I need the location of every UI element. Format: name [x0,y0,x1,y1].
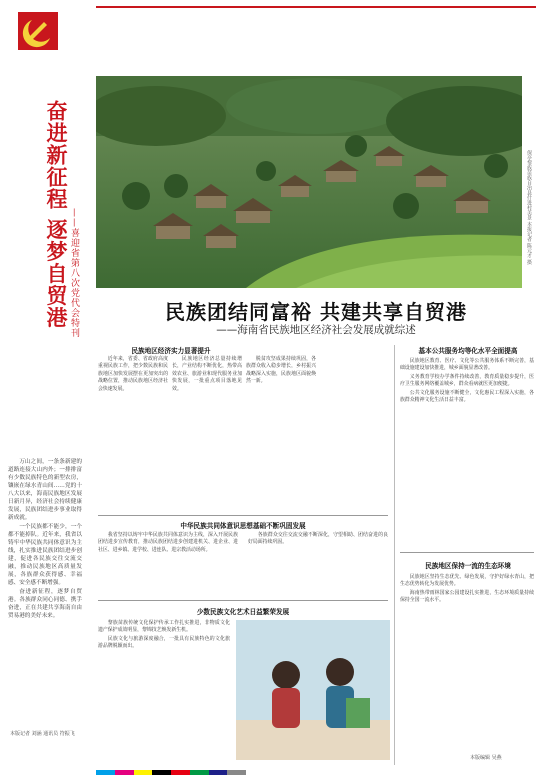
left-paragraph: 一个民族都不能少，一个都不能掉队。近年来，我省以铸牢中华民族共同体意识为主线，扎实推进民族团结进步创建，促进各民族交往交流交融，推动民族地区高质量发展，各族群众获得感、幸福感、安全感不断增强。 [8,524,82,586]
paragraph: 民族地区坚持生态优先、绿色发展，守护好绿水青山，把生态优势转化为发展优势。 [400,574,534,588]
section-divider [98,515,388,516]
section-title: 少数民族文化艺术日益繁荣发展 [196,608,290,616]
section-divider [98,600,388,601]
performers-photo [236,620,390,760]
paragraph: 海南热带雨林国家公园建设扎实推进，生态环境质量持续保持全国一流水平。 [400,589,534,604]
article-column [98,532,238,555]
paragraph: 黎族苗族传统文化保护传承工作扎实推进，非物质文化遗产保护成效明显，黎锦技艺焕发新生机。 [98,620,230,634]
paragraph: 近年来，省委、省政府高度重视民族工作，把少数民族和民族地区加快发展摆在更加突出的战略位置，推动民族地区经济社会快速发展。 [98,356,168,392]
article-column [98,620,230,652]
print-color-bar [96,770,246,775]
article-column [248,532,388,548]
article-column [172,356,242,394]
section-title: 中华民族共同体意识思想基础不断巩固发展 [180,522,306,530]
article-column [98,356,168,394]
paragraph: 民族文化与旅游深度融合，一批具有民族特色的文化旅游品牌脱颖而出。 [98,635,230,650]
main-headline: 民族团结同富裕 共建共享自贸港 [165,300,467,324]
left-paragraph: 万山之间，一条条新建的道路连接大山内外；一排排富有少数民族特色的新型农房，镶嵌在绿水青山间……党的十八大以来，海南民族地区发展日新月异，经济社会持续健康发展，民族团结进步事业取得新成就。 [8,459,82,521]
section-divider [400,552,534,553]
banner-subtitle: ——喜迎省第八次党代会特刊 [69,208,79,338]
article-column [400,574,534,606]
photo-caption: 保亭黎族苗族自治县什进村美景 本报记者 陈元才 摄 [526,150,532,265]
article-column [400,358,534,405]
sub-headline: ——海南省民族地区经济社会发展成就综述 [216,324,416,336]
paragraph: 民族地区教育、医疗、文化等公共服务体系不断完善，基础设施建设加快推进，城乡面貌显著改善。 [400,358,534,372]
paragraph: 民族地区经济总量持续增长，产业结构不断优化，热带高效农业、旅游业和现代服务业加快发展，一批重点项目落地见效。 [172,356,242,392]
column-divider [394,345,395,765]
section-title: 民族地区保持一流的生态环境 [425,562,511,570]
top-red-rule [96,6,536,8]
page-editor: 本版编辑 吴燕 [470,755,502,761]
section-title: 民族地区经济实力显著提升 [131,347,211,355]
paragraph: 公共文化服务设施不断健全，文化惠民工程深入实施，各族群众精神文化生活日益丰富。 [400,389,534,404]
left-byline: 本版记者 刘涵 通讯员 符振飞 [10,731,75,737]
section-title: 基本公共服务均等化水平全面提高 [418,347,518,355]
paragraph: 各族群众交往交流交融不断深化，守望相助、团结奋进的良好局面持续巩固。 [248,532,388,546]
article-column [246,356,316,387]
left-article [8,458,82,621]
left-banner [6,8,90,774]
left-paragraph: 奋进新征程，逐梦自贸港。各族群众同心同德、携手奋进，正在共建共享海南自由贸易港的美好未来。 [8,589,82,619]
banner-slogan: 奋进新征程 逐梦自贸港 [44,100,68,329]
hero-photo [96,76,522,288]
paragraph: 义务教育学校办学条件持续改善，教育质量稳步提升，医疗卫生服务网络覆盖城乡，群众看病就医更加便捷。 [400,373,534,388]
party-emblem-icon [18,12,58,50]
paragraph: 我省坚持以铸牢中华民族共同体意识为主线，深入开展民族团结进步宣传教育，推动民族团结进步创建进机关、进企业、进社区、进乡镇、进学校、进连队、进宗教活动场所。 [98,532,238,553]
paragraph: 脱贫攻坚成果持续巩固，各族群众收入稳步增长，乡村振兴战略深入实施，民族地区面貌焕然一新。 [246,356,316,385]
